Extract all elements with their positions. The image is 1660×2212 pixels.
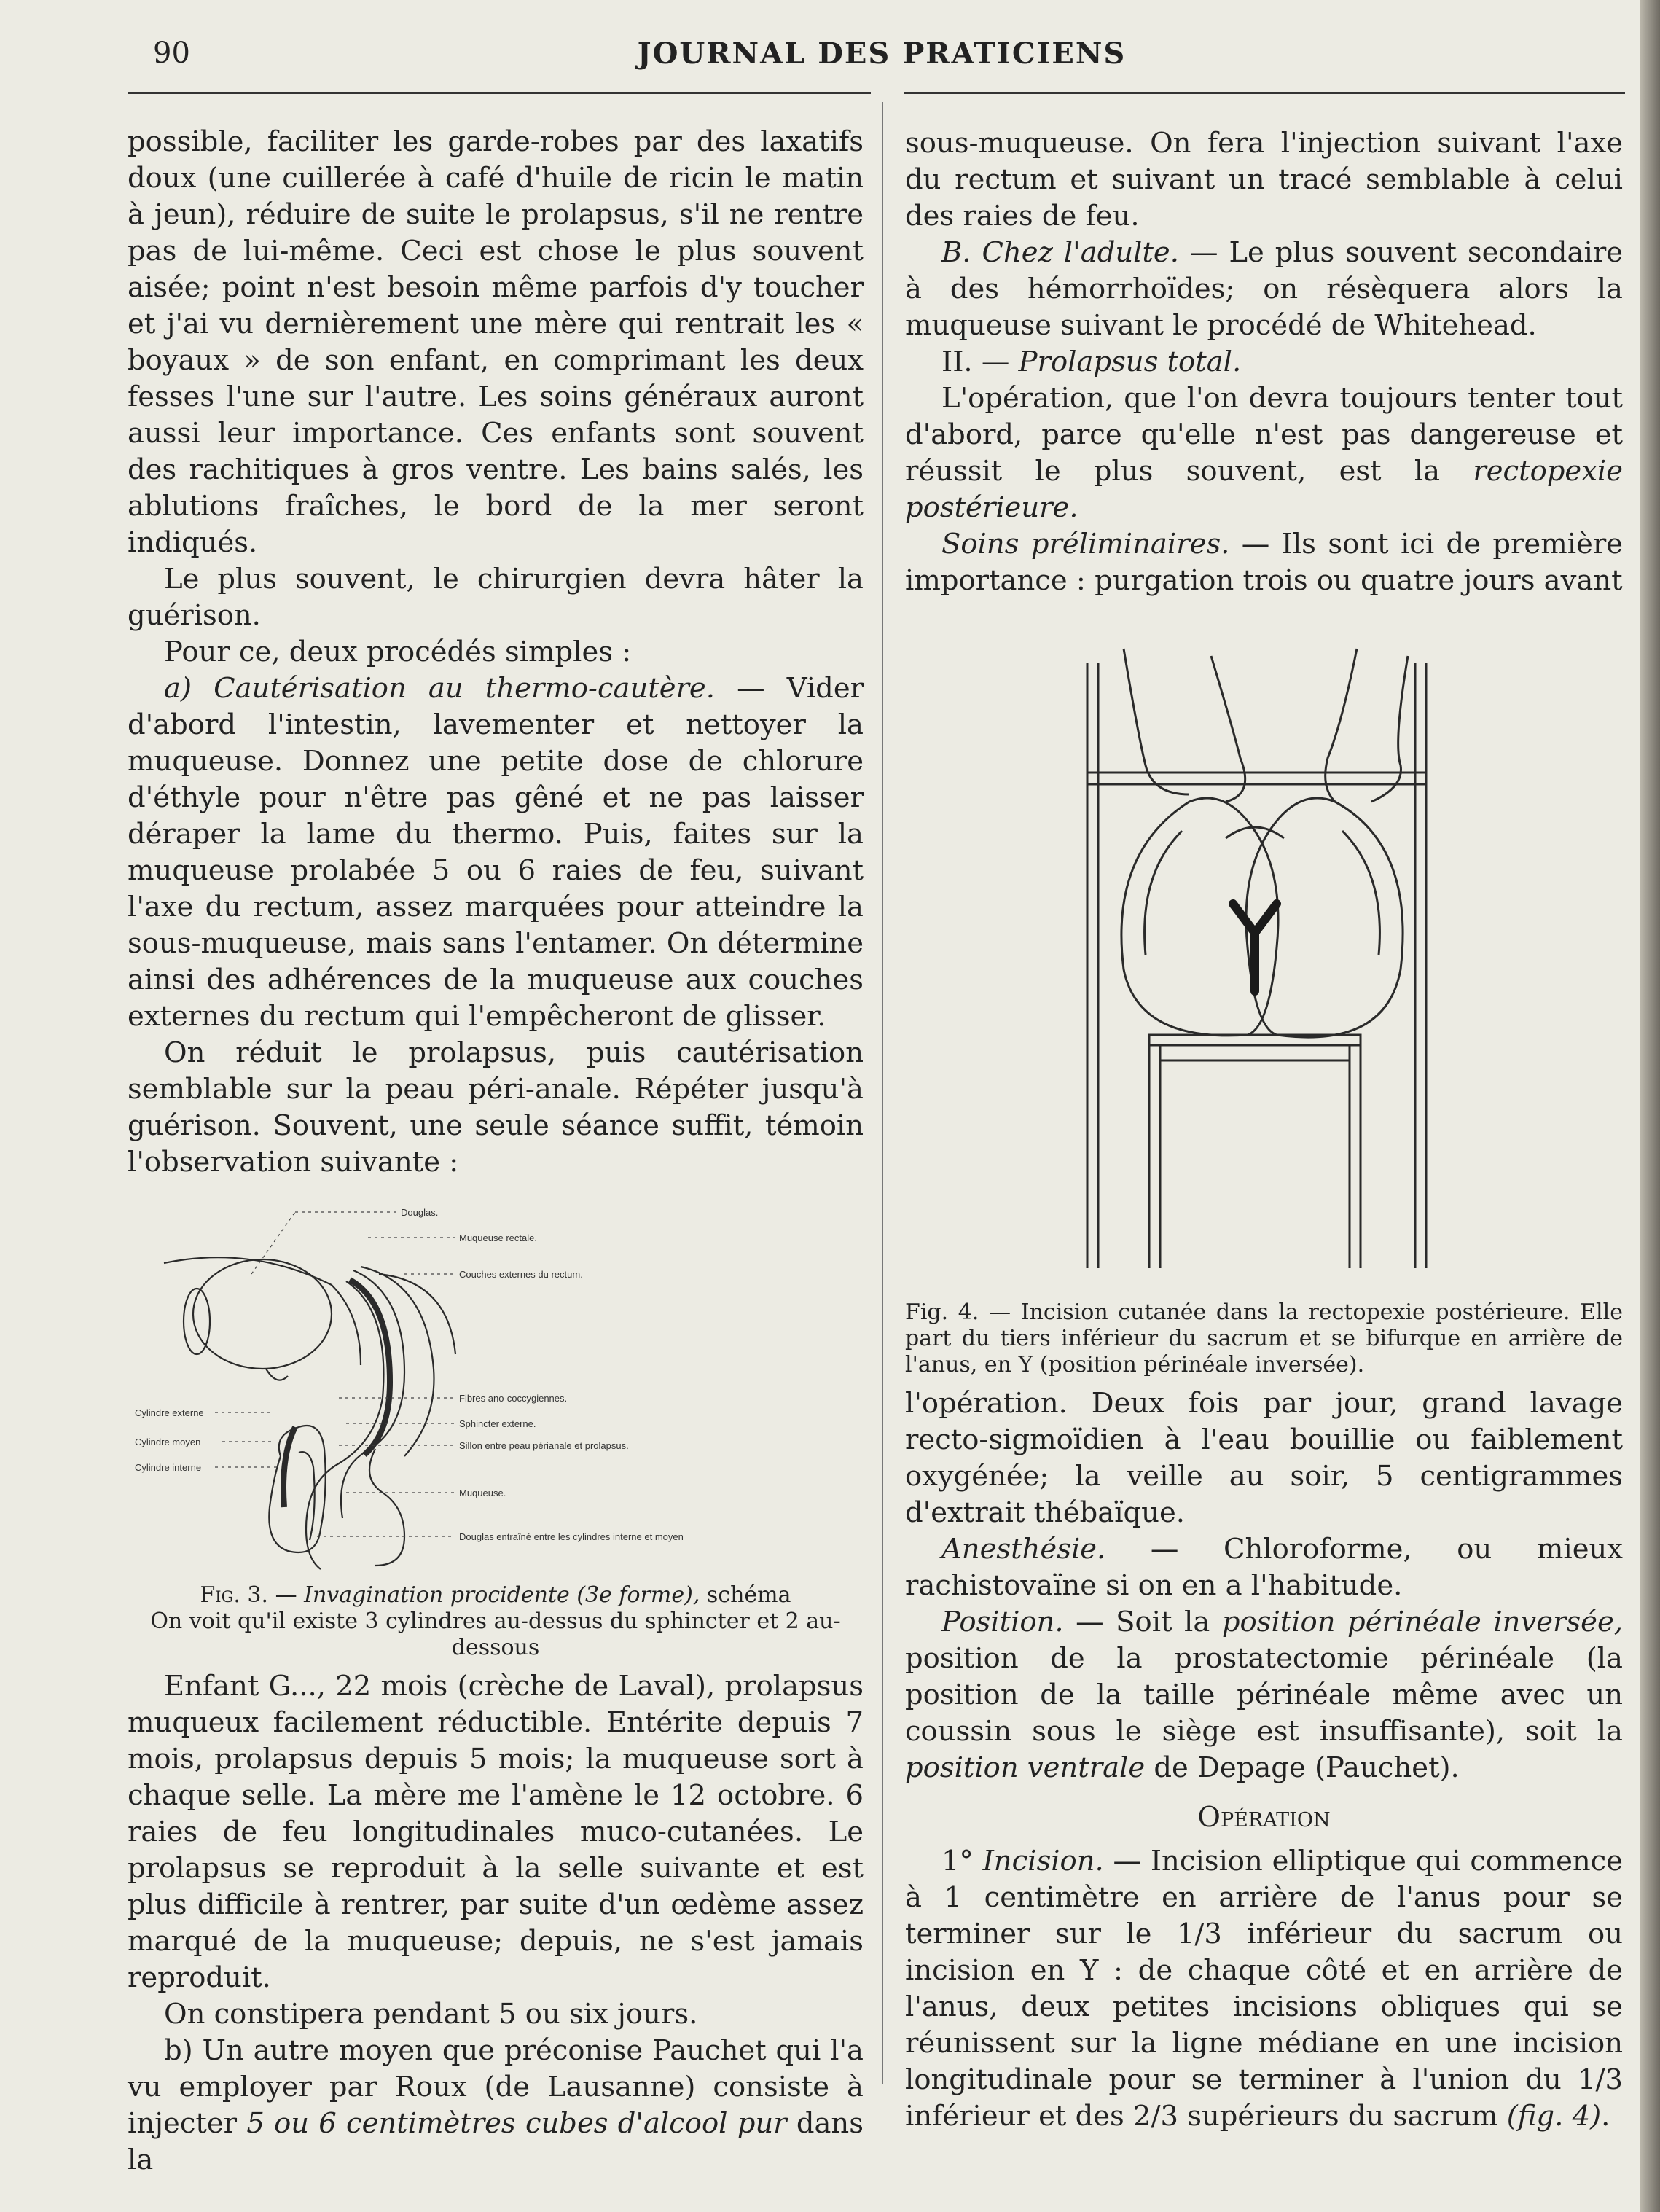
paragraph: b) Un autre moyen que préconise Pauchet qui l'a vu employer par Roux (de Lausanne) consiste à injecter 5 ou 6 centimètres cubes d'alcool pur dans la [128, 2034, 864, 2176]
paragraph: possible, faciliter les garde-robes par des laxatifs doux (une cuillerée à café d'huile de ricin le matin à jeun), réduire de suite le prolapsus, s'il ne rentre pas de lui-même. Ceci est chose le plus souvent aisée; point n'est besoin même parfois d'y toucher et j'ai vu dernièrement une mère qui rentrait les « boyaux » de son enfant, en comprimant les deux fesses l'une sur l'autre. Les soins généraux auront aussi leur importance. Ces enfants sont souvent des rachitiques à gros ventre. Les bains salés, les ablutions fraîches, le bord de la mer seront indiqués. [128, 125, 864, 559]
paragraph: Enfant G..., 22 mois (crèche de Laval), prolapsus muqueux facilement réductible. Entérite depuis 7 mois, prolapsus depuis 5 mois; la muqueuse sort à chaque selle. La mère me l'amène le 12 octobre. 6 raies de feu longitudinales muco-cutanées. Le prolapsus se reproduit à la selle suivante et est plus difficile à rentrer, par suite d'un œdème assez marqué de la muqueuse; depuis, ne s'est jamais reproduit. [128, 1670, 864, 1994]
paragraph: a) Cautérisation au thermo-cautère. — Vider d'abord l'intestin, lavementer et nettoyer la muqueuse. Donnez une petite dose de chlorure d'éthyle pour n'être pas gêné et ne pas laisser déraper la lame du thermo. Puis, faites sur la muqueuse prolabée 5 ou 6 raies de feu, suivant l'axe du rectum, assez marquées pour atteindre la sous-muqueuse, mais sans l'entamer. On détermine ainsi des adhérences de la muqueuse aux couches externes du rectum qui l'empêcheront de glisser. [128, 672, 864, 1033]
paragraph: Position. — Soit la position périnéale inversée, position de la prostatectomie périnéale (la position de la taille périnéale même avec un coussin sous le siège est insuffisante), soit la position ventrale de Depage (Pauchet). [905, 1606, 1623, 1784]
paragraph: L'opération, que l'on devra toujours tenter tout d'abord, parce qu'elle n'est pas dangereuse et réussit le plus souvent, est la rectopexie postérieure. [905, 382, 1623, 524]
figure-4 [905, 612, 1623, 1378]
paragraph: II. — Prolapsus total. [941, 345, 1242, 378]
subheading: a) Cautérisation au thermo-cautère. [164, 672, 715, 705]
label-muqueuse-rectale: Muqueuse rectale. [459, 1232, 537, 1243]
paragraph: B. Chez l'adulte. — Le plus souvent secondaire à des hémorrhoïdes; on résèquera alors la muqueuse suivant le procédé de Whitehead. [905, 236, 1624, 342]
section-heading: Opération [1197, 1801, 1331, 1834]
paragraph: 1° Incision. — Incision elliptique qui commence à 1 centimètre en arrière de l'anus pour se terminer sur le 1/3 inférieur du sacrum ou incision en Y : de chaque côté et en arrière de l'anus, deux petites incisions obliques qui se réunissent sur la ligne médiane en une incision longitudinale pour se terminer à l'union du 1/3 inférieur et des 2/3 supérieurs du sacrum (fig. 4). [905, 1845, 1624, 2133]
paragraph: l'opération. Deux fois par jour, grand lavage recto-sigmoïdien à l'eau bouillie ou faiblement oxygénée; la veille au soir, 5 centigrammes d'extrait thébaïque. [905, 1387, 1623, 1529]
paragraph: Le plus souvent, le chirurgien devra hâter la guérison. [128, 563, 864, 632]
paragraph: On constipera pendant 5 ou six jours. [164, 1998, 698, 2031]
label-sphincter: Sphincter externe. [459, 1418, 536, 1429]
label-fibres: Fibres ano-coccygiennes. [459, 1393, 568, 1404]
figure-4-diagram [905, 612, 1623, 1290]
label-cylindre-interne: Cylindre interne [135, 1462, 202, 1473]
paragraph: Soins préliminaires. — Ils sont ici de première importance : purgation trois ou quatre jours avant [905, 528, 1624, 597]
paragraph: Anesthésie. — Chloroforme, ou mieux rachistovaïne si on en a l'habitude. [905, 1533, 1623, 1602]
figure-3-diagram [128, 1194, 864, 1573]
label-cylindre-moyen: Cylindre moyen [135, 1437, 201, 1447]
label-muqueuse: Muqueuse. [459, 1488, 506, 1498]
paragraph: Pour ce, deux procédés simples : [164, 636, 632, 668]
header-rule-right [904, 92, 1625, 94]
label-couches-externes: Couches externes du rectum. [459, 1269, 583, 1280]
figure-3-caption: Fig. 3. — Invagination procidente (3e forme), schéma On voit qu'il existe 3 cylindres au-dessus du sphincter et 2 au-dessous [150, 1582, 841, 1660]
paragraph: sous-muqueuse. On fera l'injection suivant l'axe du rectum et suivant un tracé semblable à celui des raies de feu. [905, 127, 1623, 232]
right-column [905, 125, 1623, 2135]
journal-title: JOURNAL DES PRATICIENS [637, 36, 1127, 71]
page-edge [1640, 0, 1660, 2212]
label-douglas-entraine: Douglas entraîné entre les cylindres interne et moyen [459, 1531, 684, 1542]
figure-3 [128, 1194, 864, 1661]
column-divider [882, 102, 883, 2084]
page-number: 90 [153, 36, 190, 70]
label-sillon: Sillon entre peau périanale et prolapsus. [459, 1440, 629, 1451]
figure-4-caption: Fig. 4. — Incision cutanée dans la rectopexie postérieure. Elle part du tiers inférieur du sacrum et se bifurque en arrière de l'anus, en Y (position périnéale inversée). [905, 1300, 1623, 1377]
paragraph: On réduit le prolapsus, puis cautérisation semblable sur la peau péri-anale. Répéter jusqu'à guérison. Souvent, une seule séance suffit, témoin l'observation suivante : [128, 1036, 864, 1179]
page-header [153, 36, 1610, 80]
label-cylindre-externe: Cylindre externe [135, 1407, 204, 1418]
left-column [128, 124, 864, 2178]
header-rule-left [128, 92, 871, 94]
label-douglas: Douglas. [401, 1207, 439, 1218]
